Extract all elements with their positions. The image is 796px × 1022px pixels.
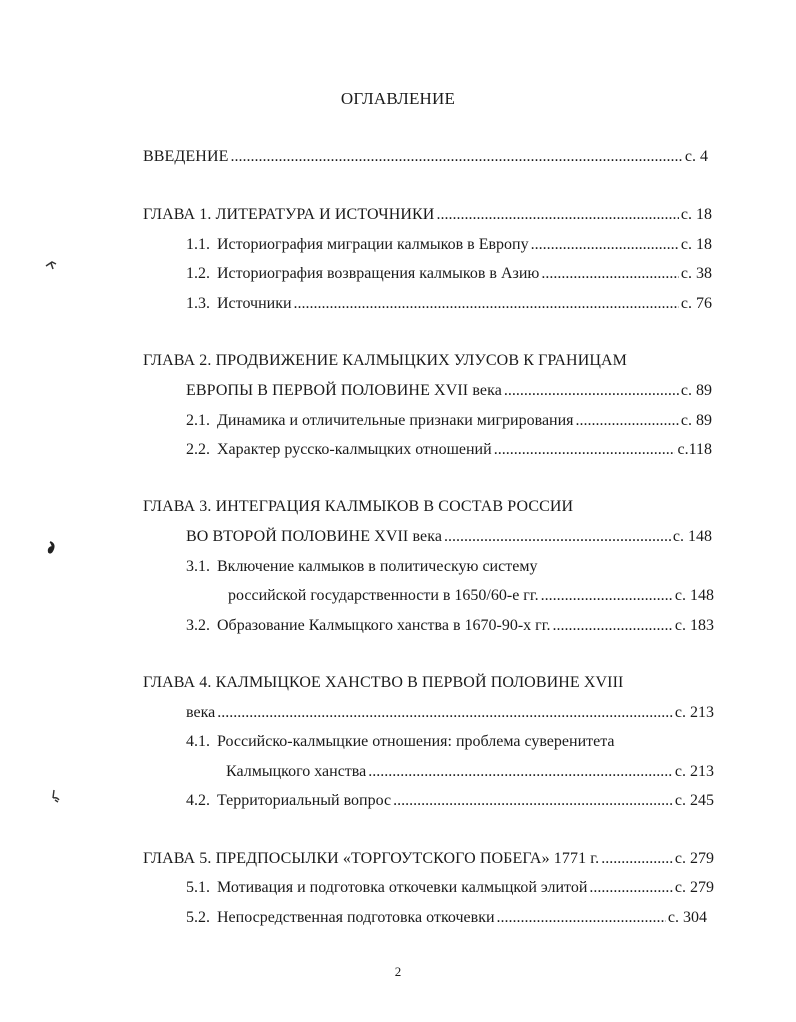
- toc-entry-number: 5.2.: [186, 909, 210, 926]
- toc-entry: [186, 264, 712, 284]
- page-number: 2: [394, 964, 402, 979]
- toc-entry-text: ГЛАВА 1. ЛИТЕРАТУРА И ИСТОЧНИКИ: [143, 206, 435, 223]
- toc-entry-text: Территориальный вопрос: [217, 792, 392, 809]
- toc-entry: [186, 703, 714, 723]
- toc-entry-number: 3.2.: [186, 617, 210, 634]
- toc-entry-text: Историография миграции калмыков в Европу: [217, 236, 529, 253]
- toc-entry-text: ГЛАВА 2. ПРОДВИЖЕНИЕ КАЛМЫЦКИХ УЛУСОВ К ГРАНИЦАМ: [143, 352, 627, 369]
- toc-entry-text: ВО ВТОРОЙ ПОЛОВИНЕ XVII века: [186, 528, 443, 545]
- leader-dots: [497, 908, 666, 928]
- scan-mark: [46, 540, 58, 556]
- toc-entry-page: с. 148: [674, 587, 714, 604]
- toc-entry-text: ГЛАВА 4. КАЛМЫЦКОЕ ХАНСТВО В ПЕРВОЙ ПОЛОВИНЕ XVIII: [143, 674, 624, 691]
- leader-dots: [504, 381, 679, 401]
- toc-entry-page: с. 279: [674, 850, 714, 867]
- scan-mark: [44, 258, 58, 272]
- toc-entry-page: с. 89: [680, 412, 712, 429]
- toc-entry-page: с. 38: [680, 265, 712, 282]
- toc-entry: [186, 732, 714, 752]
- leader-dots: [436, 205, 678, 225]
- leader-dots: [552, 616, 672, 636]
- toc-entry-page: с. 148: [672, 528, 712, 545]
- toc-entry-number: 3.1.: [186, 558, 210, 575]
- toc-entry: [143, 147, 708, 167]
- leader-dots: [589, 878, 673, 898]
- toc-entry: [186, 381, 712, 401]
- toc-entry-text: ВВЕДЕНИЕ: [143, 148, 229, 165]
- toc-entry-text: Включение калмыков в политическую систему: [217, 558, 538, 575]
- toc-entry-text: российской государственности в 1650/60-е гг.: [228, 587, 539, 604]
- toc-entry-page: с. 183: [674, 617, 714, 634]
- toc-entry-text: века: [186, 704, 216, 721]
- leader-dots: [601, 849, 673, 869]
- toc-entry: [143, 351, 712, 371]
- toc-entry-page: с. 304: [667, 909, 707, 926]
- leader-dots: [368, 762, 673, 782]
- toc-entry-text: Историография возвращения калмыков в Азию: [217, 265, 540, 282]
- toc-entry-page: с. 18: [680, 206, 712, 223]
- leader-dots: [444, 527, 671, 547]
- toc-entry: [186, 557, 712, 577]
- toc-entry-number: 5.1.: [186, 879, 210, 896]
- toc-entry-text: ГЛАВА 5. ПРЕДПОСЫЛКИ «ТОРГОУТСКОГО ПОБЕГА» 1771 г.: [143, 850, 600, 867]
- toc-entry: [143, 849, 714, 869]
- toc-entry-text: Непосредственная подготовка откочевки: [217, 909, 495, 926]
- toc-entry: [186, 294, 712, 314]
- toc-entry-text: Российско-калмыцкие отношения: проблема суверенитета: [217, 733, 615, 750]
- toc-entry: [143, 205, 712, 225]
- toc-entry: [228, 586, 714, 606]
- toc-entry-number: 4.1.: [186, 733, 210, 750]
- toc-entry-number: 4.2.: [186, 792, 210, 809]
- toc-entry: [186, 908, 707, 928]
- leader-dots: [576, 411, 679, 431]
- toc-entry-page: с. 279: [674, 879, 714, 896]
- toc-entry-number: 1.2.: [186, 265, 210, 282]
- toc-entry: [143, 673, 714, 693]
- toc-entry-text: Калмыцкого ханства: [226, 763, 367, 780]
- toc-entry-text: Источники: [217, 295, 292, 312]
- toc-entry: [226, 762, 714, 782]
- toc-entry-page: с. 4: [684, 148, 708, 165]
- toc-title: ОГЛАВЛЕНИЕ: [340, 89, 456, 108]
- toc-entry-number: 2.1.: [186, 412, 210, 429]
- toc-entry-text: ЕВРОПЫ В ПЕРВОЙ ПОЛОВИНЕ XVII века: [186, 382, 502, 399]
- toc-entry: [143, 497, 712, 517]
- toc-entry-text: Мотивация и подготовка откочевки калмыцкой элитой: [217, 879, 588, 896]
- toc-entry: [186, 791, 714, 811]
- leader-dots: [541, 586, 673, 606]
- leader-dots: [531, 235, 679, 255]
- toc-entry-page: с. 18: [680, 236, 712, 253]
- toc-entry-text: Динамика и отличительные признаки мигрирования: [217, 412, 574, 429]
- toc-entry-number: 1.3.: [186, 295, 210, 312]
- leader-dots: [294, 294, 679, 314]
- toc-entry: [186, 411, 712, 431]
- toc-entry: [186, 616, 714, 636]
- toc-entry: [186, 235, 712, 255]
- toc-entry-page: с.118: [677, 441, 712, 458]
- toc-entry-page: с. 213: [674, 763, 714, 780]
- toc-entry-text: Характер русско-калмыцких отношений: [217, 441, 492, 458]
- leader-dots: [217, 703, 673, 723]
- leader-dots: [541, 264, 679, 284]
- leader-dots: [393, 791, 673, 811]
- toc-entry-page: с. 245: [674, 792, 714, 809]
- scan-mark: [49, 788, 63, 804]
- toc-entry-page: с. 76: [680, 295, 712, 312]
- toc-entry: [186, 878, 714, 898]
- leader-dots: [231, 147, 683, 167]
- toc-entry: [186, 527, 712, 547]
- toc-entry-number: 2.2.: [186, 441, 210, 458]
- toc-entry: [186, 440, 712, 460]
- toc-entry-text: Образование Калмыцкого ханства в 1670-90-х гг.: [217, 617, 551, 634]
- toc-entry-text: ГЛАВА 3. ИНТЕГРАЦИЯ КАЛМЫКОВ В СОСТАВ РОССИИ: [143, 498, 574, 515]
- toc-entry-number: 1.1.: [186, 236, 210, 253]
- leader-dots: [494, 440, 676, 460]
- toc-entry-page: с. 213: [674, 704, 714, 721]
- toc-entry-page: с. 89: [680, 382, 712, 399]
